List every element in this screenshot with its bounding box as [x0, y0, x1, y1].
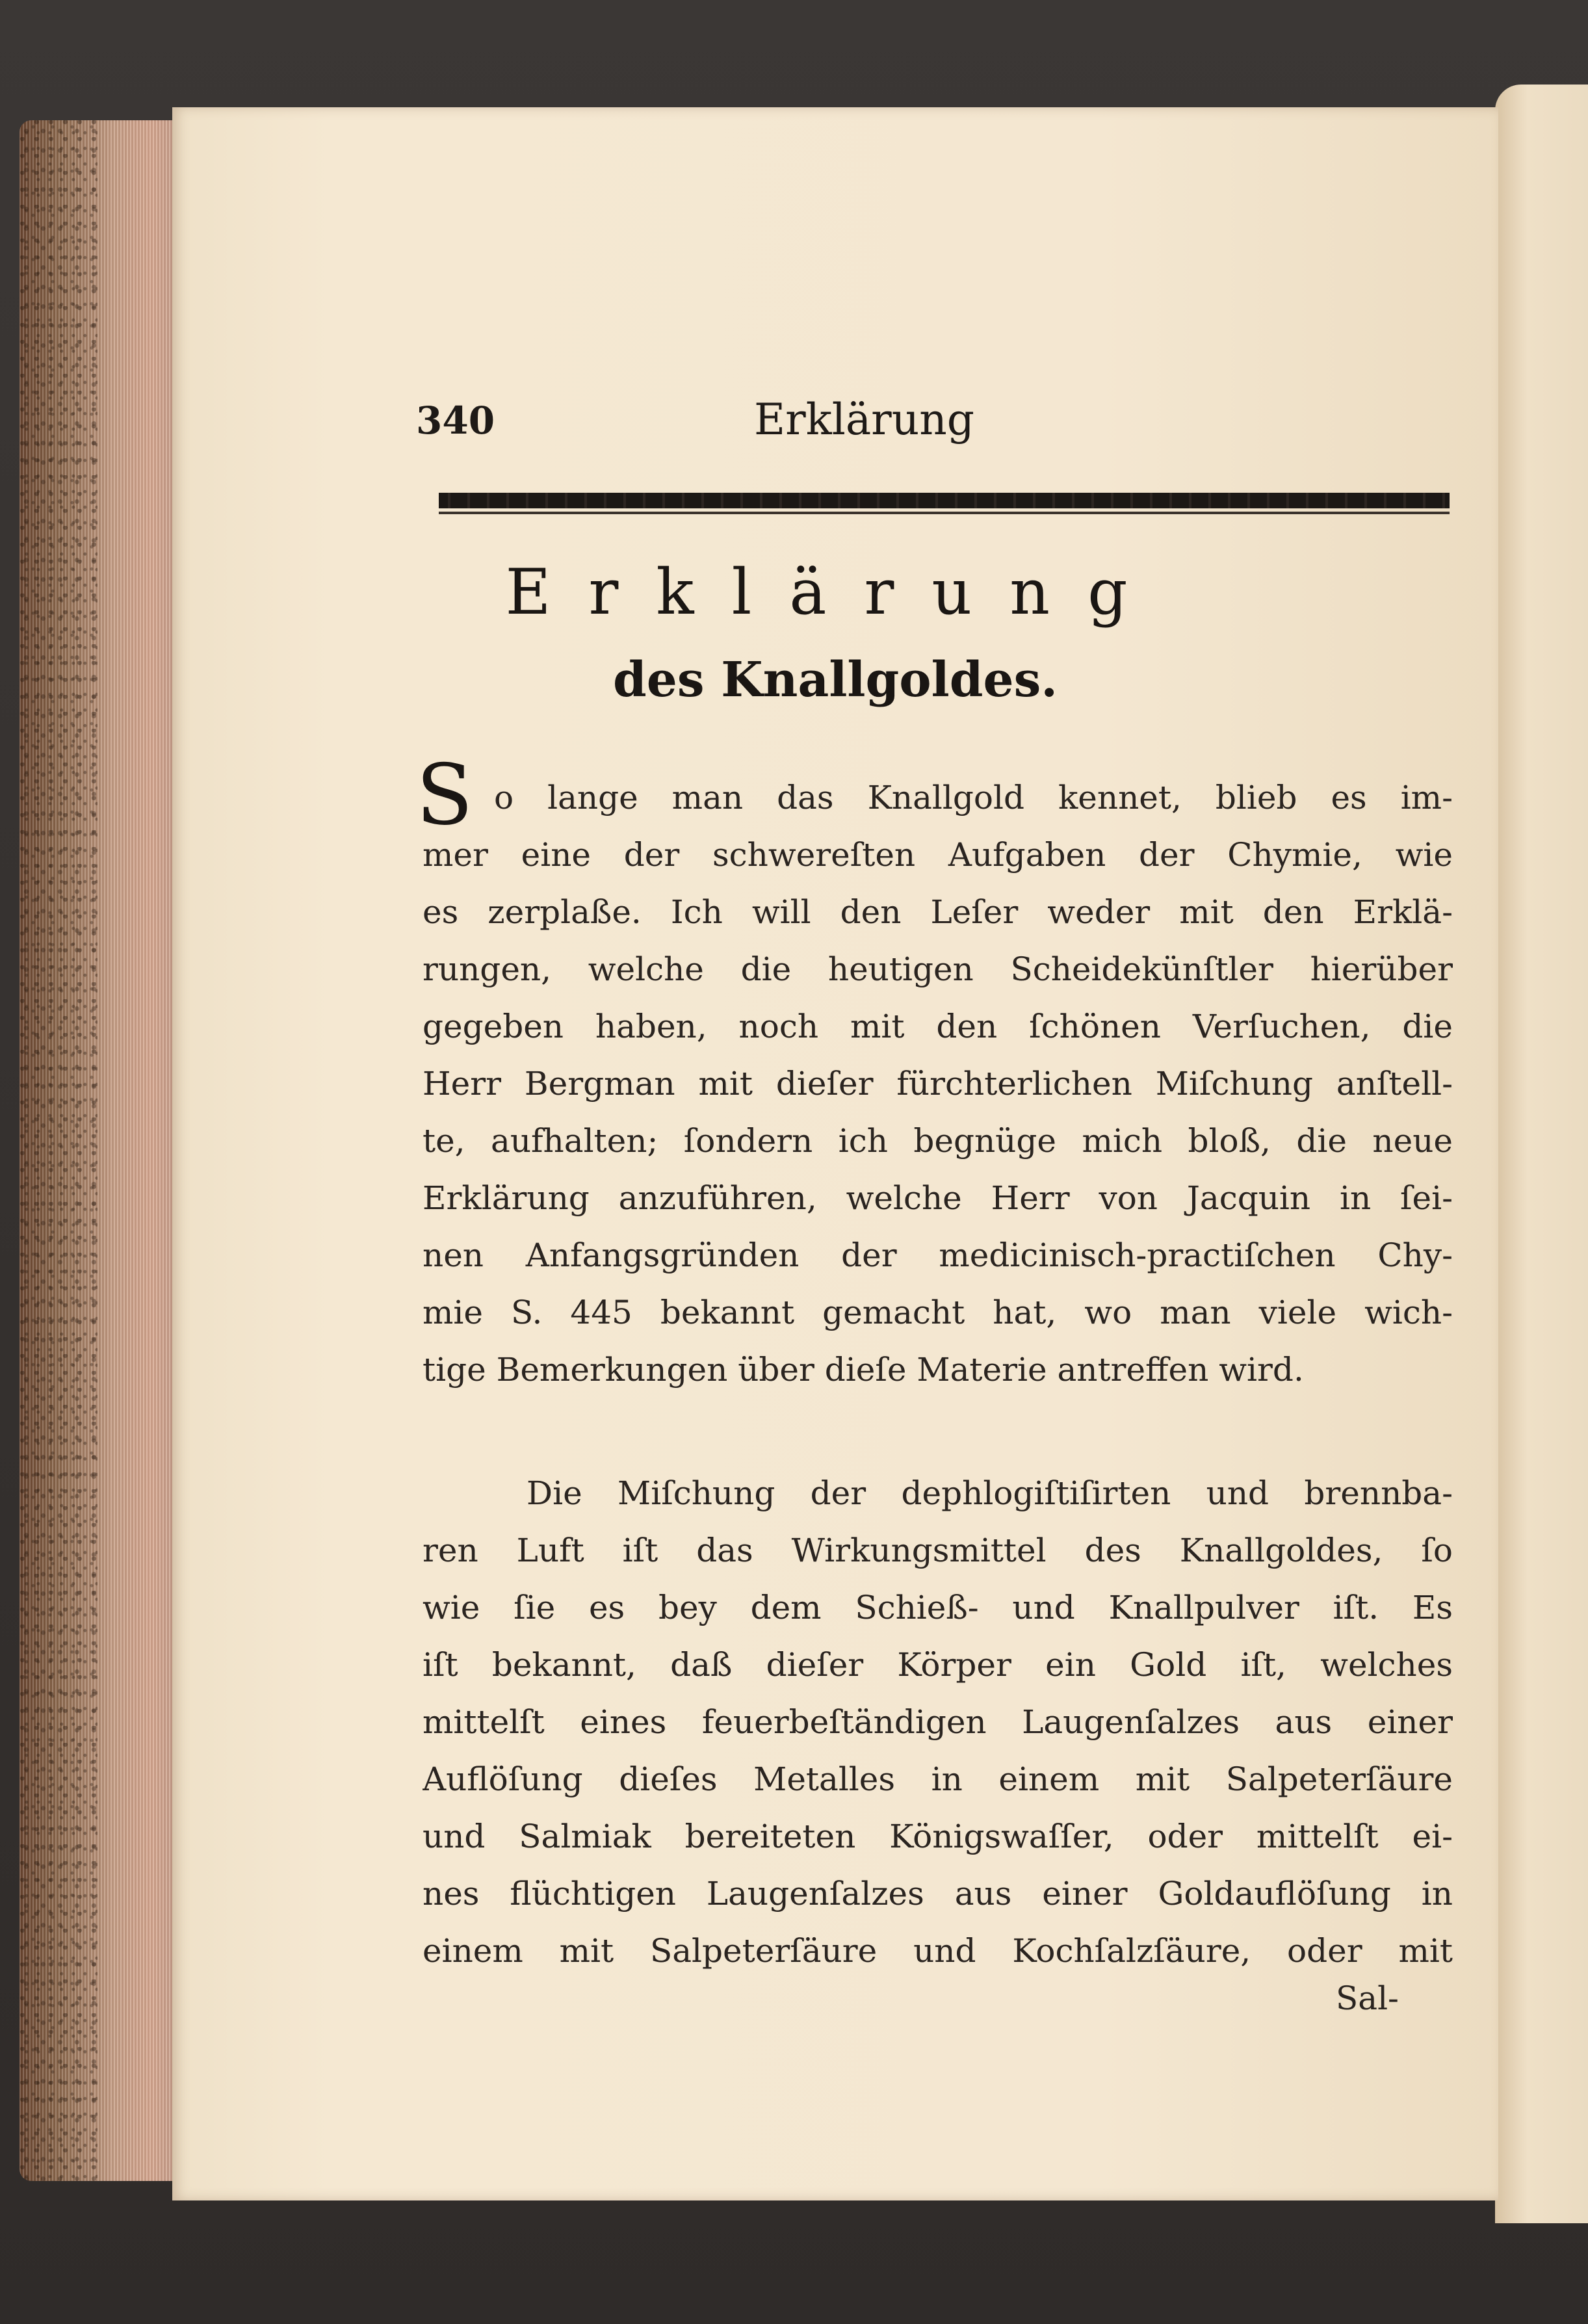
text-line: mie S. 445 bekannt gemacht hat, wo man viele wich-	[423, 1294, 1453, 1331]
text-line: einem mit Salpeterſäure und Kochſalzſäure, oder mit	[423, 1932, 1453, 1970]
text-line: mittelſt eines feuerbeſtändigen Laugenſalzes aus einer	[423, 1703, 1453, 1741]
text-line: rungen, welche die heutigen Scheidekünſtler hierüber	[423, 950, 1453, 988]
text-line: wie ſie es bey dem Schieß- und Knallpulver iſt. Es	[423, 1589, 1453, 1626]
text-line: ren Luft iſt das Wirkungsmittel des Knallgoldes, ſo	[423, 1532, 1453, 1569]
text-line: tige Bemerkungen über dieſe Materie antreffen wird.	[423, 1351, 1304, 1389]
text-line: Erklärung anzuführen, welche Herr von Jacquin in ſei-	[423, 1179, 1453, 1217]
facing-page-edge	[1495, 85, 1588, 2223]
paragraph-1	[423, 769, 1453, 1398]
text-line: mer eine der schwereſten Aufgaben der Chymie, wie	[423, 836, 1453, 874]
facing-page-bleed-marks	[1578, 364, 1588, 1144]
text-line: Auflöſung dieſes Metalles in einem mit Salpeterſäure	[423, 1760, 1453, 1798]
chapter-subtitle: des Knallgoldes.	[613, 652, 1058, 708]
drop-cap: S	[416, 747, 473, 844]
paragraph-2	[423, 1465, 1453, 1979]
catchword: Sal-	[1336, 1979, 1399, 2017]
ornamental-rule	[439, 493, 1450, 508]
text-line: iſt bekannt, daß dieſer Körper ein Gold iſt, welches	[423, 1646, 1453, 1684]
text-line: nen Anfangsgründen der medicinisch-practiſchen Chy-	[423, 1236, 1453, 1274]
running-title: Erklärung	[754, 395, 974, 445]
text-line: te, aufhalten; ſondern ich begnüge mich bloß, die neue	[423, 1122, 1453, 1160]
text-line: es zerplaße. Ich will den Leſer weder mit den Erklä-	[423, 893, 1453, 931]
text-line: o lange man das Knallgold kennet, blieb es im-	[494, 779, 1453, 816]
thin-rule	[439, 512, 1450, 514]
text-line: gegeben haben, noch mit den ſchönen Verſuchen, die	[423, 1008, 1453, 1045]
text-line: Herr Bergman mit dieſer fürchterlichen Miſchung anſtell-	[423, 1065, 1453, 1103]
running-head	[172, 395, 1498, 460]
book-edge-speckle	[20, 120, 98, 2181]
chapter-title: Erklärung	[505, 556, 1165, 629]
text-line: Die Miſchung der dephlogiſtiſirten und brennba-	[527, 1474, 1453, 1512]
book-page	[172, 107, 1498, 2200]
page-number: 340	[416, 398, 495, 443]
text-line: nes flüchtigen Laugenſalzes aus einer Goldauflöſung in	[423, 1875, 1453, 1913]
text-line: und Salmiak bereiteten Königswaſſer, oder mittelſt ei-	[423, 1818, 1453, 1855]
